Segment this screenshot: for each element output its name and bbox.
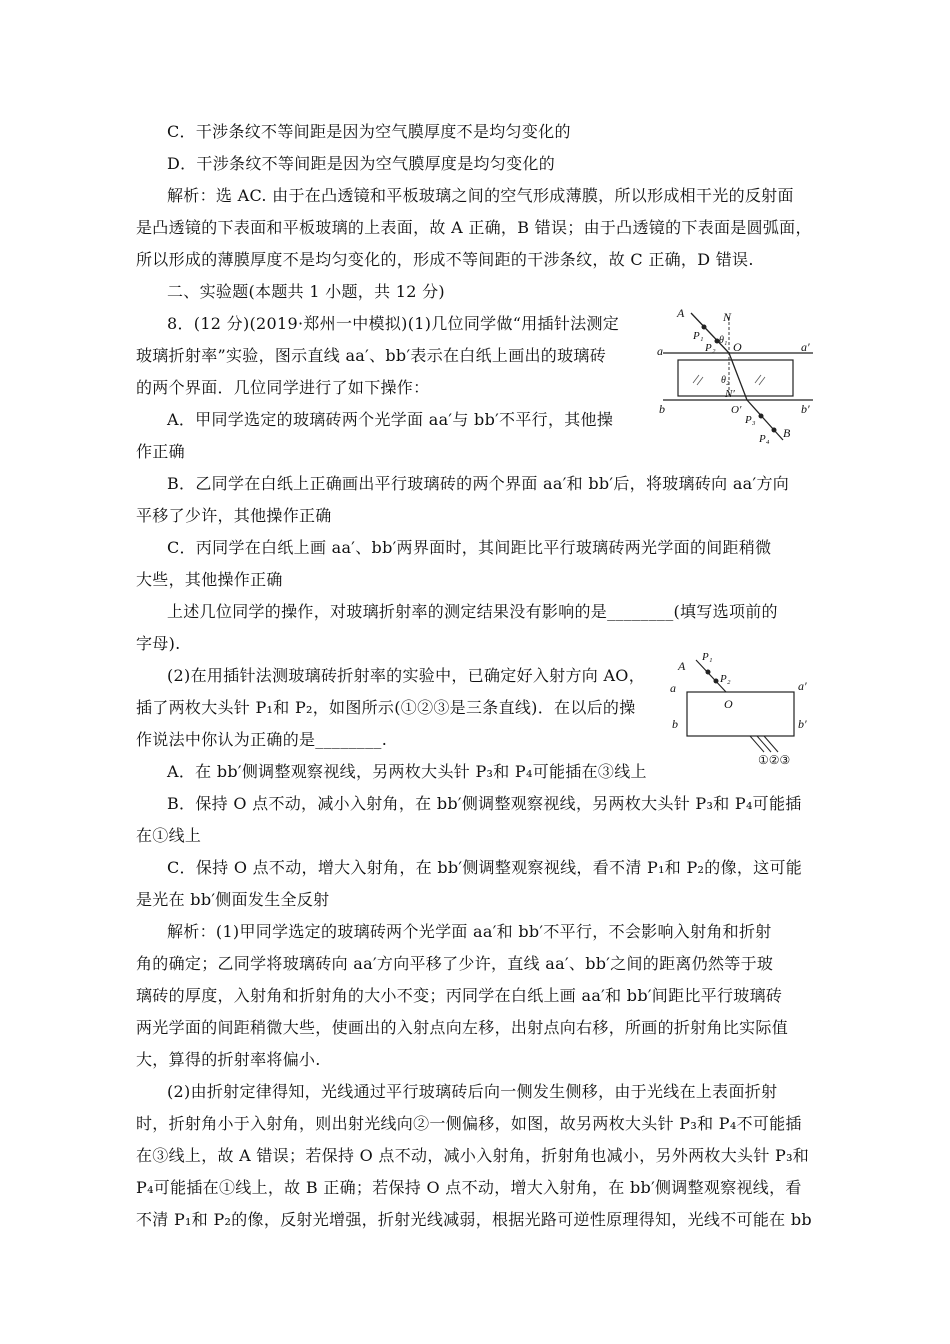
label-P2: P₂ (705, 342, 716, 354)
q8-line-1: 8．(12 分)(2019·郑州一中模拟)(1)几位同学做“用插针法测定 (167, 314, 620, 333)
q8-option-b-2: 平移了少许，其他操作正确 (136, 506, 332, 525)
label-a: a (657, 344, 663, 358)
q8-option-c-1: C．丙同学在白纸上画 aa′、bb′两界面时，其间距比平行玻璃砖两光学面的间距稍微 (167, 538, 772, 557)
q8-part2-option-b-1: B．保持 O 点不动，减小入射角，在 bb′侧调整观察视线，另两枚大头针 P₃和 P₄可能插 (167, 794, 802, 813)
glass-block-2 (687, 692, 794, 736)
q8-part2-1: (2)在用插针法测玻璃砖折射率的实验中，已确定好入射方向 AO， (167, 666, 646, 685)
option-c-line: C．干涉条纹不等间距是因为空气膜厚度不是均匀变化的 (167, 122, 571, 141)
q8-part2-option-c-2: 是光在 bb′侧面发生全反射 (136, 890, 330, 909)
label-a-prime: a′ (801, 340, 810, 354)
q8-option-a-2: 作正确 (136, 442, 185, 461)
label-P3: P₃ (745, 414, 756, 426)
solution-line-3: 璃砖的厚度，入射角和折射角的大小不变；丙同学在白纸上画 aa′和 bb′间距比平行玻璃砖 (136, 986, 783, 1005)
option-d-line: D．干涉条纹不等间距是因为空气膜厚度是均匀变化的 (167, 154, 556, 173)
label-N-prime: N′ (725, 388, 735, 400)
q8-option-c-2: 大些，其他操作正确 (136, 570, 283, 589)
label-lines: ①②③ (758, 753, 791, 766)
analysis-line-2: 是凸透镜的下表面和平板玻璃的上表面，故 A 正确，B 错误；由于凸透镜的下表面是圆弧面， (136, 218, 812, 237)
analysis-line-3: 所以形成的薄膜厚度不是均匀变化的，形成不等间距的干涉条纹，故 C 正确，D 错误. (136, 250, 754, 269)
label-B: B (783, 426, 791, 440)
solution-line-10: 不清 P₁和 P₂的像，反射光增强，折射光线减弱，根据光路可逆性原理得知，光线不可能在 bb (136, 1210, 812, 1229)
label-b: b (659, 402, 665, 416)
label-O-prime: O′ (731, 404, 742, 416)
label-theta1: θ₁ (719, 335, 728, 346)
label-N: N (723, 310, 732, 324)
label-P1: P₁ (693, 330, 704, 342)
solution-line-2: 角的确定；乙同学将玻璃砖向 aa′方向平移了少许，直线 aa′、bb′之间的距离仍然等于玻 (136, 954, 774, 973)
q8-question-1: 上述几位同学的操作，对玻璃折射率的测定结果没有影响的是________(填写选项前的 (167, 602, 778, 621)
label-a-prime-2: a′ (798, 679, 807, 693)
solution-line-4: 两光学面的间距稍微大些，使画出的入射点向左移，出射点向右移，所画的折射角比实际值 (136, 1018, 789, 1037)
q8-part2-option-a: A．在 bb′侧调整观察视线，另两枚大头针 P₃和 P₄可能插在③线上 (167, 762, 647, 781)
line-1 (750, 736, 764, 752)
glass-block (678, 360, 793, 396)
label-P2-2: P₂ (720, 673, 731, 685)
line-2 (757, 736, 771, 752)
q8-option-b-1: B．乙同学在白纸上正确画出平行玻璃砖的两个界面 aa′和 bb′后，将玻璃砖向 aa′方向 (167, 474, 790, 493)
pin-p4 (772, 428, 777, 433)
solution-line-5: 大，算得的折射率将偏小. (136, 1050, 321, 1069)
pin-p3 (759, 414, 764, 419)
line-3 (764, 736, 778, 752)
label-b-prime-2: b′ (798, 717, 807, 731)
section-heading: 二、实验题(本题共 1 小题，共 12 分) (167, 282, 445, 301)
label-b-prime: b′ (801, 402, 810, 416)
pin-p1-2 (706, 670, 711, 675)
label-O: O (733, 340, 742, 354)
label-a-2: a (670, 681, 676, 695)
q8-line-2: 玻璃折射率”实验，图示直线 aa′、bb′表示在白纸上画出的玻璃砖 (136, 346, 606, 365)
label-A-2: A (678, 659, 686, 673)
analysis-line-1: 解析：选 AC. 由于在凸透镜和平板玻璃之间的空气形成薄膜，所以形成相干光的反射面 (167, 186, 794, 205)
solution-line-6: (2)由折射定律得知，光线通过平行玻璃砖后向一侧发生侧移，由于光线在上表面折射 (167, 1082, 778, 1101)
q8-question-2: 字母). (136, 634, 181, 653)
q8-part2-2: 插了两枚大头针 P₁和 P₂，如图所示(①②③是三条直线)．在以后的操 (136, 698, 636, 717)
q8-option-a-1: A．甲同学选定的玻璃砖两个光学面 aa′与 bb′不平行，其他操 (167, 410, 614, 429)
solution-line-9: P₄可能插在①线上，故 B 正确；若保持 O 点不动，增大入射角，在 bb′侧调整观察视线，看 (136, 1178, 802, 1197)
label-b-2: b (672, 717, 678, 731)
solution-line-8: 在③线上，故 A 错误；若保持 O 点不动，减小入射角，折射角也减小，另外两枚大头针 P₃和 (136, 1146, 810, 1165)
label-O-2: O (724, 697, 733, 711)
refraction-figure-1 (655, 305, 825, 450)
refraction-figure-2 (664, 648, 826, 766)
q8-part2-option-b-2: 在①线上 (136, 826, 202, 845)
label-P4: P₄ (759, 433, 770, 445)
q8-line-3: 的两个界面．几位同学进行了如下操作： (136, 378, 430, 397)
q8-part2-option-c-1: C．保持 O 点不动，增大入射角，在 bb′侧调整观察视线，看不清 P₁和 P₂的像，这可能 (167, 858, 803, 877)
pin-p2-2 (714, 679, 719, 684)
label-A: A (677, 306, 685, 320)
solution-line-7: 时，折射角小于入射角，则出射光线向②一侧偏移，如图，故另两枚大头针 P₃和 P₄不可能插 (136, 1114, 802, 1133)
solution-line-1: 解析：(1)甲同学选定的玻璃砖两个光学面 aa′和 bb′不平行，不会影响入射角和折射 (167, 922, 772, 941)
q8-part2-3: 作说法中你认为正确的是________. (136, 730, 388, 749)
pin-p1 (702, 325, 707, 330)
label-theta2: θ₂ (721, 375, 730, 386)
label-P1-2: P₁ (702, 651, 713, 663)
